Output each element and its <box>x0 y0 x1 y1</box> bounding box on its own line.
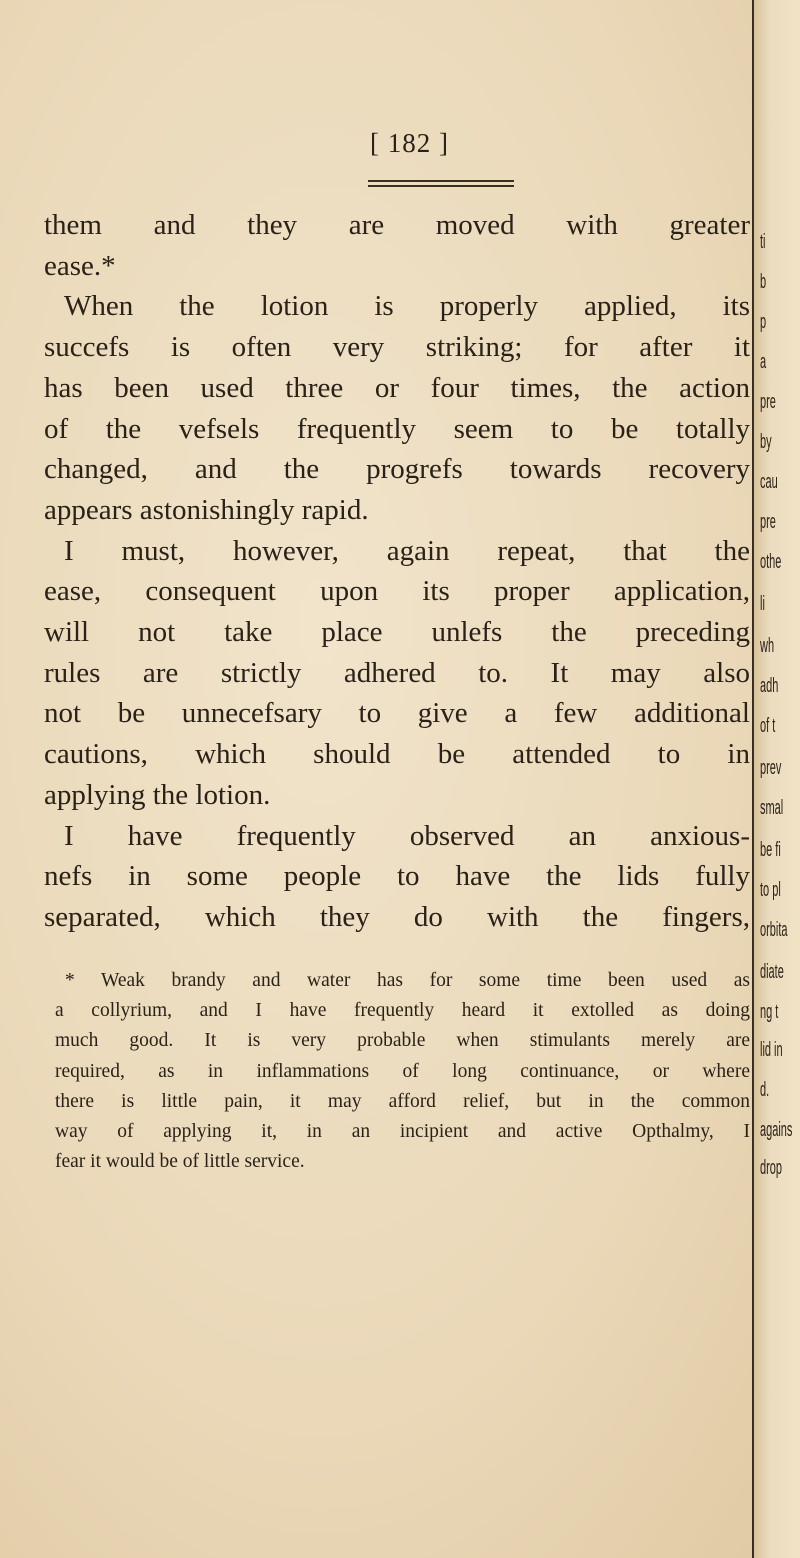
body-line: them and they are moved with greater <box>44 209 750 241</box>
body-line: rules are strictly adhered to. It may also <box>44 656 750 689</box>
facing-fragment: smal <box>760 797 784 819</box>
facing-fragment: wh <box>760 635 775 657</box>
facing-fragment: p <box>760 311 767 333</box>
facing-fragment: pre <box>760 391 776 413</box>
facing-fragment: adh <box>760 675 779 697</box>
body-line: changed, and the progrefs towards recovery <box>44 453 750 486</box>
body-line: ease.* <box>44 249 116 282</box>
facing-fragment: li <box>760 593 765 615</box>
body-line: has been used three or four times, the action <box>44 371 750 404</box>
footnote-line: * Weak brandy and water has for some time been used as <box>65 970 750 991</box>
body-text <box>44 205 750 938</box>
facing-fragment: agains <box>760 1119 793 1141</box>
body-line: applying the lotion. <box>44 778 271 811</box>
facing-fragment: drop <box>760 1157 783 1179</box>
footnote-line: way of applying it, in an incipient and active Opthalmy, I <box>55 1121 750 1143</box>
facing-fragment: orbita <box>760 919 788 941</box>
facing-fragment: a <box>760 351 767 373</box>
facing-fragment: ti <box>760 231 766 253</box>
facing-fragment: of t <box>760 715 776 737</box>
footnote-line: there is little pain, it may afford relief, but in the common <box>55 1090 750 1112</box>
footnote-line: a collyrium, and I have frequently heard it extolled as doing <box>55 1000 750 1022</box>
header-rule <box>368 180 514 187</box>
footnote-line: fear it would be of little service. <box>55 1151 305 1173</box>
facing-fragment: lid in <box>760 1039 783 1061</box>
facing-fragment: by <box>760 431 772 453</box>
footnote-line: much good. It is very probable when stimulants merely are <box>55 1030 750 1052</box>
footnote-line: required, as in inflammations of long continuance, or where <box>55 1060 750 1082</box>
body-line: separated, which they do with the fingers, <box>44 900 750 933</box>
body-line: I have frequently observed an anxious- <box>64 819 750 852</box>
body-line: succefs is often very striking; for after it <box>44 331 750 364</box>
body-line: cautions, which should be attended to in <box>44 738 750 771</box>
body-line: not be unnecefsary to give a few additional <box>44 697 750 730</box>
facing-fragment: diate <box>760 961 784 983</box>
facing-fragment: othe <box>760 551 782 573</box>
body-line: will not take place unlefs the preceding <box>44 616 750 649</box>
footnote <box>55 966 750 1177</box>
facing-page-fragments <box>758 0 798 1558</box>
facing-fragment: pre <box>760 511 776 533</box>
facing-fragment: to pl <box>760 879 781 901</box>
body-line: ease, consequent upon its proper application, <box>44 575 750 608</box>
body-line: When the lotion is properly applied, its <box>64 290 750 323</box>
facing-fragment: cau <box>760 471 778 493</box>
body-line: I must, however, again repeat, that the <box>64 534 750 567</box>
body-line: appears astonishingly rapid. <box>44 493 369 526</box>
facing-page-edge <box>752 0 800 1558</box>
body-line: of the vefsels frequently seem to be totally <box>44 412 750 445</box>
facing-fragment: d. <box>760 1079 770 1101</box>
facing-fragment: ng t <box>760 1001 779 1023</box>
body-line: nefs in some people to have the lids fully <box>44 860 750 893</box>
facing-fragment: be fi <box>760 839 781 861</box>
facing-fragment: prev <box>760 757 782 779</box>
facing-fragment: b <box>760 271 767 293</box>
page-number: [ 182 ] <box>370 128 449 158</box>
